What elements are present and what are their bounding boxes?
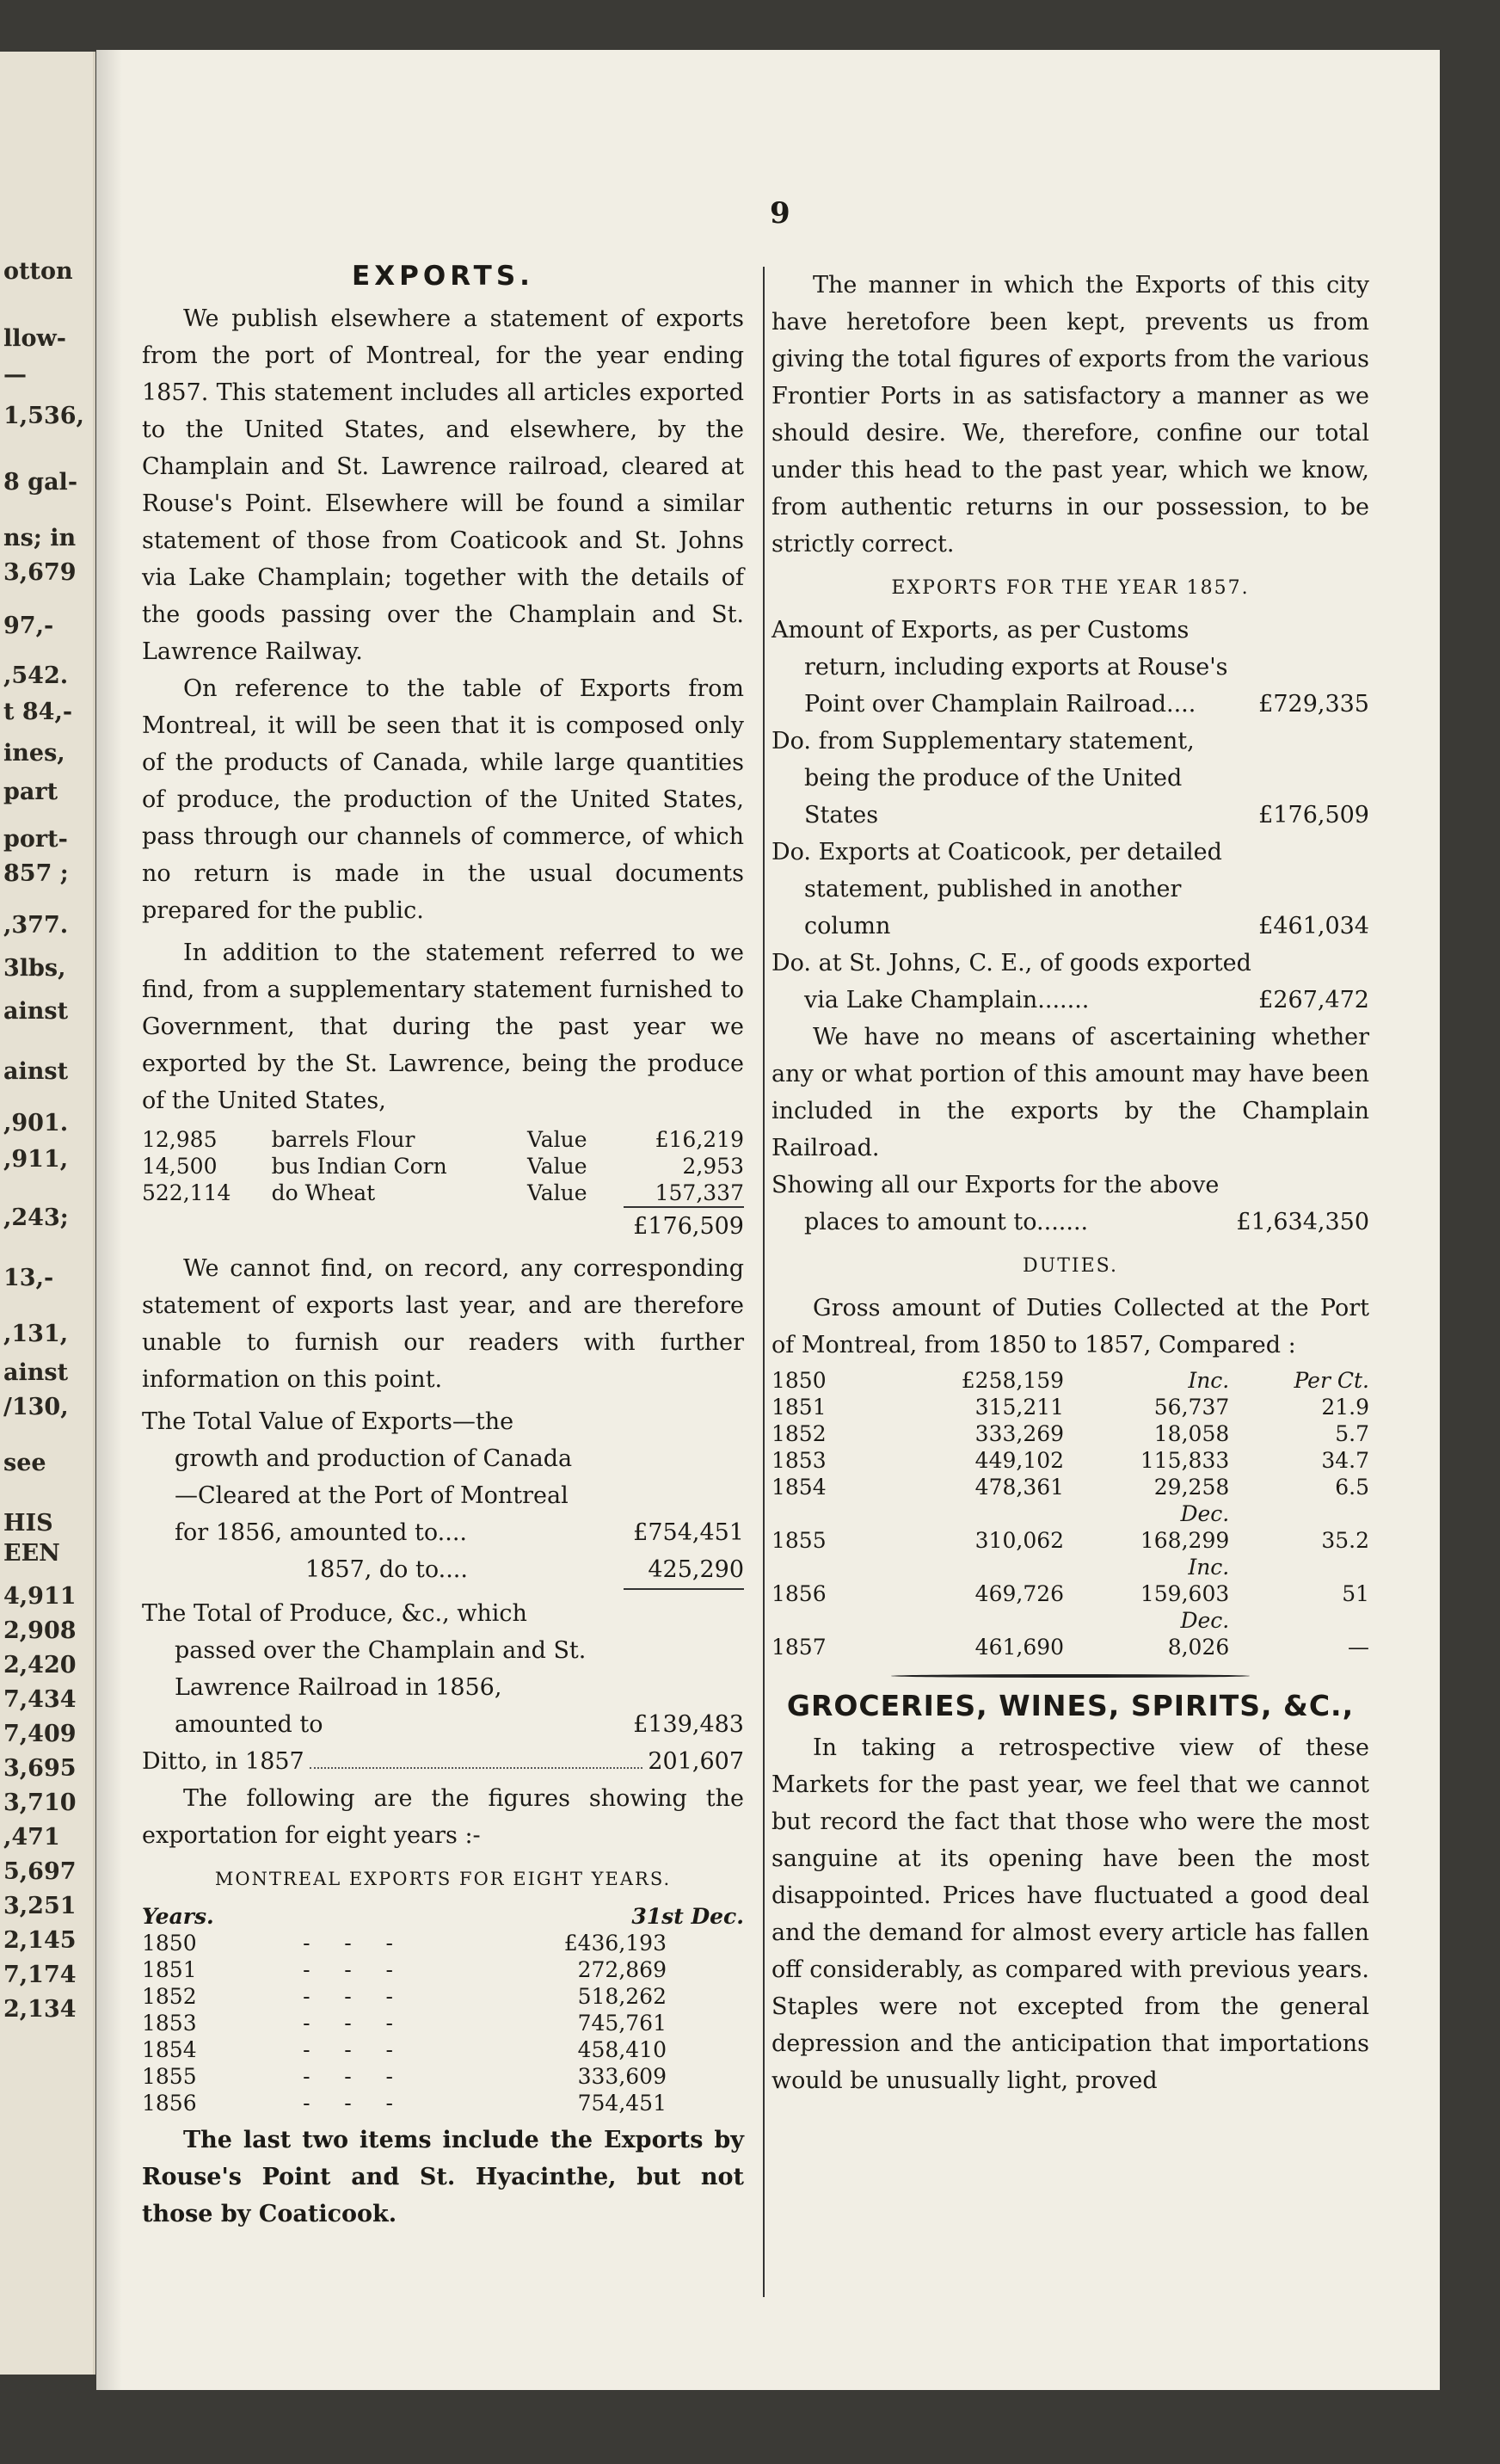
ditto-amount: 201,607 <box>648 1748 744 1775</box>
export-item <box>772 612 1369 723</box>
eight-years-table <box>142 1903 744 2116</box>
eight-years-row <box>142 2063 744 2090</box>
produce-1856-text: The Total of Produce, &c., which passed over the Champlain and St. Lawrence Railroad in 1856, amounted to <box>142 1600 587 1738</box>
duty-percent: 5.7 <box>1335 1421 1369 1446</box>
previous-page-edge <box>0 52 95 2375</box>
eight-years-header <box>142 1903 744 1930</box>
total-value-1856 <box>142 1403 744 1551</box>
dash-cell: - - - <box>303 2091 393 2116</box>
previous-page-fragment: t 84,- <box>3 699 73 725</box>
value-cell: 272,869 <box>577 1957 667 1982</box>
duties-row <box>772 1607 1369 1634</box>
duties-table <box>772 1367 1369 1660</box>
previous-page-fragment: ns; in <box>3 525 77 551</box>
previous-page-fragment: 1,536, <box>3 403 84 429</box>
year-cell: 1855 <box>142 2064 197 2089</box>
value-cell: £436,193 <box>563 1931 667 1956</box>
produce-qty: 14,500 <box>142 1154 218 1179</box>
eight-years-row <box>142 2090 744 2116</box>
previous-page-fragment: 2,908 <box>3 1617 77 1644</box>
produce-value-label: Value <box>526 1127 587 1152</box>
duty-percent <box>1229 1500 1369 1527</box>
eight-years-row <box>142 1956 744 1983</box>
export-item-text: Do. Exports at Coaticook, per detailed statement, published in another column <box>772 839 1222 939</box>
dash-cell: - - - <box>303 2037 393 2062</box>
previous-page-fragment: ,911, <box>3 1146 69 1173</box>
duty-change: 18,058 <box>1153 1421 1230 1446</box>
previous-page-fragment: ,243; <box>3 1204 69 1231</box>
duty-year <box>772 1607 873 1634</box>
exports-paragraph-3: In addition to the statement referred to we find, from a supplementary statement furnished to Government, that during the past year we exported by the St. Lawrence, being the produce of the United States, <box>142 939 744 1114</box>
column-rule <box>763 267 765 2297</box>
total-value-1856-amount: £754,451 <box>633 1519 744 1546</box>
duty-year: 1851 <box>772 1395 827 1420</box>
duties-row <box>772 1394 1369 1420</box>
ditto-label: Ditto, in 1857 <box>142 1748 304 1775</box>
duty-year <box>772 1500 873 1527</box>
duties-row <box>772 1500 1369 1527</box>
produce-item: barrels Flour <box>271 1127 415 1152</box>
produce-table <box>142 1126 744 1206</box>
produce-qty: 12,985 <box>142 1127 218 1152</box>
produce-item: bus Indian Corn <box>271 1154 447 1179</box>
export-item <box>772 723 1369 834</box>
value-cell: 518,262 <box>577 1984 667 2009</box>
duty-year: 1854 <box>772 1475 827 1500</box>
duty-amount: £258,159 <box>961 1368 1065 1393</box>
eight-years-title: MONTREAL EXPORTS FOR EIGHT YEARS. <box>214 1869 672 1889</box>
previous-page-fragment: ,377. <box>3 912 69 939</box>
produce-row <box>142 1180 744 1206</box>
page-number: 9 <box>770 196 790 231</box>
duty-amount: 469,726 <box>974 1581 1065 1606</box>
previous-page-fragment: HIS <box>3 1510 53 1537</box>
duty-change: Dec. <box>1180 1608 1230 1633</box>
previous-page-fragment: ainst <box>3 1058 69 1085</box>
previous-page-fragment: port- <box>3 826 68 853</box>
ornamental-rule <box>891 1674 1250 1678</box>
previous-page-fragment: 2,145 <box>3 1927 77 1954</box>
previous-page-fragment: 3lbs, <box>3 955 66 982</box>
ditto-1857 <box>142 1743 744 1780</box>
export-item-text: Amount of Exports, as per Customs return, including exports at Rouse's Point over Champlain Railroad.... <box>772 617 1228 718</box>
previous-page-fragment: 5,697 <box>3 1858 77 1885</box>
duty-change: 29,258 <box>1153 1475 1230 1500</box>
previous-page-fragment: 4,911 <box>3 1583 77 1610</box>
year-cell: 1856 <box>142 2091 197 2116</box>
value-cell: 745,761 <box>577 2011 667 2036</box>
previous-page-fragment: ,542. <box>3 662 69 689</box>
duty-percent: — <box>1348 1635 1369 1660</box>
year-cell: 1850 <box>142 1931 197 1956</box>
duty-percent: 6.5 <box>1335 1475 1369 1500</box>
previous-page-fragment: ainst <box>3 998 69 1025</box>
total-value-1857-amount: 425,290 <box>648 1556 744 1583</box>
previous-page-fragment: — <box>3 361 27 388</box>
produce-value-label: Value <box>526 1154 587 1179</box>
duties-row <box>772 1634 1369 1660</box>
duty-amount: 333,269 <box>974 1421 1065 1446</box>
produce-qty: 522,114 <box>142 1180 231 1205</box>
produce-item: do Wheat <box>271 1180 376 1205</box>
duties-row <box>772 1527 1369 1554</box>
duty-percent: Per Ct. <box>1294 1368 1369 1393</box>
total-value-text: The Total Value of Exports—the growth and production of Canada—Cleared at the Port of Montreal for 1856, amounted to.... <box>142 1408 573 1546</box>
last-note: The last two items include the Exports by Rouse's Point and St. Hyacinthe, but not those by Coaticook. <box>142 2127 744 2227</box>
previous-page-fragment: ,901. <box>3 1110 69 1137</box>
duties-row <box>772 1447 1369 1474</box>
previous-page-fragment: ,131, <box>3 1321 69 1347</box>
total-1857-label: 1857, do to.... <box>305 1556 468 1583</box>
previous-page-fragment: 2,420 <box>3 1652 77 1679</box>
duties-row <box>772 1474 1369 1500</box>
duty-year: 1852 <box>772 1421 827 1446</box>
duty-amount: 478,361 <box>974 1475 1065 1500</box>
duties-row <box>772 1367 1369 1394</box>
duty-amount <box>873 1607 1064 1634</box>
groceries-heading: GROCERIES, WINES, SPIRITS, &C., <box>786 1689 1355 1722</box>
previous-page-fragment: 7,174 <box>3 1962 77 1988</box>
previous-page-fragment: 13,- <box>3 1265 54 1291</box>
left-column <box>142 258 744 2233</box>
duty-change: 159,603 <box>1140 1581 1230 1606</box>
total-rule <box>624 1588 744 1590</box>
produce-value: 157,337 <box>655 1180 744 1205</box>
dash-cell: - - - <box>303 1957 393 1982</box>
duty-change: 8,026 <box>1167 1635 1230 1660</box>
export-item-text: Do. from Supplementary statement, being the produce of the United States <box>772 728 1195 829</box>
previous-page-fragment: 7,409 <box>3 1721 77 1747</box>
value-cell: 333,609 <box>577 2064 667 2089</box>
duty-year: 1853 <box>772 1448 827 1473</box>
showing-total <box>772 1167 1369 1241</box>
year-cell: 1854 <box>142 2037 197 2062</box>
dash-cell: - - - <box>303 1984 393 2009</box>
duty-amount <box>873 1554 1064 1580</box>
showing-value: £1,634,350 <box>1236 1209 1369 1235</box>
produce-row <box>142 1126 744 1153</box>
duty-percent: 35.2 <box>1321 1528 1369 1553</box>
duty-change: 56,737 <box>1153 1395 1230 1420</box>
exports-paragraph-1: We publish elsewhere a statement of exports from the port of Montreal, for the year ending 1857. This statement includes all articles exported to the United States, and elsewhere, by the Champlain and St. Lawrence railroad, cleared at Rouse's Point. Elsewhere will be found a similar statement of those from Coaticook and St. Johns via Lake Champlain; together with the details of the goods passing over the Champlain and St. Lawrence Railway. <box>142 305 744 665</box>
export-item-text: Do. at St. Johns, C. E., of goods exported via Lake Champlain....... <box>772 950 1251 1013</box>
produce-value: 2,953 <box>682 1154 744 1179</box>
year-cell: 1853 <box>142 2011 197 2036</box>
previous-page-fragment: EEN <box>3 1540 60 1567</box>
previous-page-fragment: 7,434 <box>3 1686 77 1713</box>
duties-row <box>772 1420 1369 1447</box>
duty-amount: 449,102 <box>974 1448 1065 1473</box>
duty-change: 168,299 <box>1140 1528 1230 1553</box>
previous-page-fragment: ainst <box>3 1359 69 1386</box>
duty-year <box>772 1554 873 1580</box>
previous-page-fragment: 2,134 <box>3 1996 77 2023</box>
export-item-value: £267,472 <box>1258 987 1369 1013</box>
previous-page-fragment: 97,- <box>3 613 54 639</box>
previous-page-fragment: ines, <box>3 740 65 767</box>
duty-percent: 51 <box>1342 1581 1369 1606</box>
dash-cell: - - - <box>303 2011 393 2036</box>
produce-value-label: Value <box>526 1180 587 1205</box>
duties-intro: Gross amount of Duties Collected at the Port of Montreal, from 1850 to 1857, Compared : <box>772 1295 1369 1358</box>
produce-1856 <box>142 1595 744 1743</box>
previous-page-fragment: 3,695 <box>3 1755 77 1782</box>
years-header: Years. <box>142 1904 214 1929</box>
duties-row <box>772 1580 1369 1607</box>
year-cell: 1851 <box>142 1957 197 1982</box>
right-column <box>772 267 1369 2099</box>
produce-value: £16,219 <box>655 1127 744 1152</box>
groceries-paragraph: In taking a retrospective view of these Markets for the past year, we feel that we cannot but record the fact that those who were the most sanguine at its opening have been the most disappointed. Prices have fluctuated a good deal and the demand for almost every article has fallen off considerably, as compared with previous years. Staples were not excepted from the general depression and the anticipation that importations would be unusually light, proved <box>772 1734 1369 2094</box>
export-item-value: £461,034 <box>1258 913 1369 939</box>
duty-percent <box>1229 1554 1369 1580</box>
previous-page-fragment: part <box>3 779 58 805</box>
manner-paragraph: The manner in which the Exports of this city have heretofore been kept, prevents us from giving the total figures of exports from the various Frontier Ports in as satisfactory a manner as we should desire. We, therefore, confine our total under this head to the past year, which we know, from authentic returns in our possession, to be strictly correct. <box>772 272 1369 557</box>
previous-page-fragment: 8 gal- <box>3 469 78 496</box>
export-item <box>772 834 1369 945</box>
previous-page-fragment: llow- <box>3 325 66 352</box>
duty-amount <box>873 1500 1064 1527</box>
duty-year: 1850 <box>772 1368 827 1393</box>
dash-cell: - - - <box>303 2064 393 2089</box>
exports-paragraph-4: We cannot find, on record, any corresponding statement of exports last year, and are therefore unable to furnish our readers with further information on this point. <box>142 1255 744 1393</box>
eight-years-row <box>142 1930 744 1956</box>
export-item <box>772 945 1369 1019</box>
no-means-paragraph: We have no means of ascertaining whether any or what portion of this amount may have been included in the exports by the Champlain Railroad. <box>772 1024 1369 1161</box>
duty-amount: 310,062 <box>974 1528 1065 1553</box>
eight-years-row <box>142 2010 744 2036</box>
produce-1856-amount: £139,483 <box>633 1711 744 1738</box>
duty-change: 115,833 <box>1140 1448 1230 1473</box>
duty-percent: 34.7 <box>1321 1448 1369 1473</box>
duty-percent: 21.9 <box>1321 1395 1369 1420</box>
duty-year: 1855 <box>772 1528 827 1553</box>
gutter-shadow <box>96 50 122 2390</box>
duty-year: 1856 <box>772 1581 827 1606</box>
duty-amount: 315,211 <box>974 1395 1065 1420</box>
dot-leader <box>310 1767 643 1769</box>
duties-row <box>772 1554 1369 1580</box>
previous-page-fragment: otton <box>3 258 73 285</box>
previous-page-fragment: see <box>3 1450 46 1476</box>
duty-change: Dec. <box>1180 1501 1230 1526</box>
previous-page-fragment: ,471 <box>3 1824 60 1851</box>
duty-change: Inc. <box>1188 1555 1230 1580</box>
dec-header: 31st Dec. <box>631 1904 744 1929</box>
year-cell: 1852 <box>142 1984 197 2009</box>
duty-percent <box>1229 1607 1369 1634</box>
exports-year-title: EXPORTS FOR THE YEAR 1857. <box>891 577 1250 599</box>
figures-intro: The following are the figures showing the exportation for eight years :- <box>142 1785 744 1849</box>
export-item-value: £729,335 <box>1258 691 1369 718</box>
duty-amount: 461,690 <box>974 1635 1065 1660</box>
total-value-1857 <box>142 1551 744 1588</box>
produce-row <box>142 1153 744 1180</box>
previous-page-fragment: 3,679 <box>3 559 77 586</box>
previous-page-fragment: 857 ; <box>3 860 69 887</box>
value-cell: 754,451 <box>577 2091 667 2116</box>
showing-text: Showing all our Exports for the above places to amount to....... <box>772 1172 1220 1235</box>
exports-heading: EXPORTS. <box>352 261 534 292</box>
duty-year: 1857 <box>772 1635 827 1660</box>
previous-page-fragment: /130, <box>3 1394 69 1420</box>
previous-page-fragment: 3,251 <box>3 1893 77 1919</box>
duties-title: DUTIES. <box>1023 1255 1118 1277</box>
value-cell: 458,410 <box>577 2037 667 2062</box>
exports-paragraph-2: On reference to the table of Exports from Montreal, it will be seen that it is composed only of the products of Canada, while large quantities of produce, the production of the United States, pass through our channels of commerce, of which no return is made in the usual documents prepared for the public. <box>142 675 744 924</box>
duty-change: Inc. <box>1188 1368 1230 1393</box>
eight-years-row <box>142 1983 744 2010</box>
previous-page-fragment: 3,710 <box>3 1789 77 1816</box>
produce-total: £176,509 <box>633 1213 744 1240</box>
eight-years-row <box>142 2036 744 2063</box>
export-item-value: £176,509 <box>1258 802 1369 829</box>
dash-cell: - - - <box>303 1931 393 1956</box>
